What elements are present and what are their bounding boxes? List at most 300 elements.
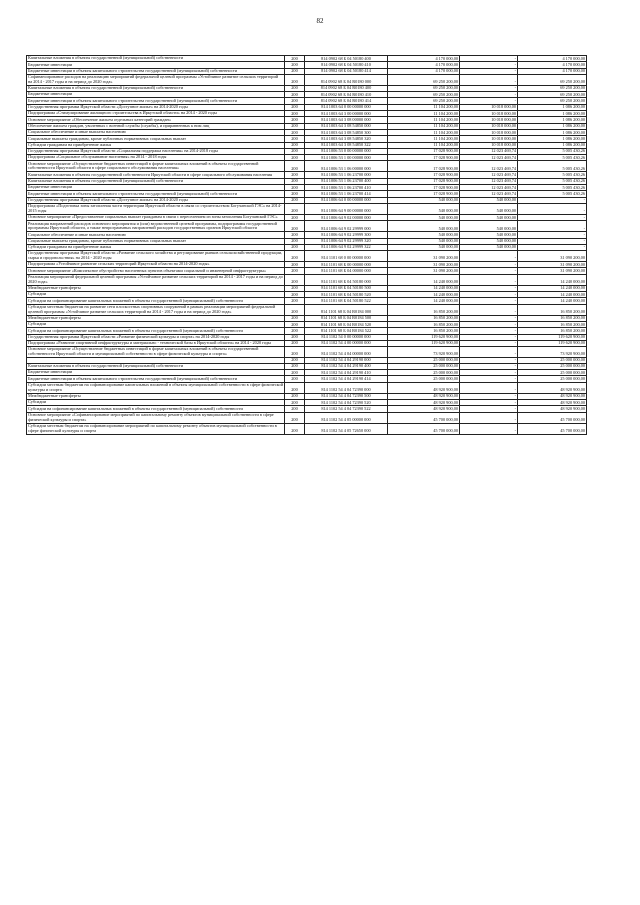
row-approved-cell: 11 104 200,00 — [388, 129, 460, 135]
row-unexecuted-cell: - — [518, 221, 587, 232]
row-unexecuted-cell: 25 000 000,00 — [518, 376, 587, 382]
row-budget-code-cell: 814 1102 54 4 04 29190 410 — [305, 370, 388, 376]
row-executed-cell: - — [460, 347, 518, 358]
row-admin-code-cell: 200 — [285, 340, 305, 346]
row-approved-cell: 11 104 200,00 — [388, 111, 460, 117]
row-budget-code-cell: 814 1101 68 Б 00 00000 000 — [305, 262, 388, 268]
row-name-cell: Подпрограмма «Социальное обслуживание населения» на 2014 - 2018 годы — [27, 155, 285, 161]
row-name-cell: Капитальные вложения в объекты государственной (муниципальной) собственности — [27, 85, 285, 91]
row-budget-code-cell: 814 0902 68 Б 04 R0180 414 — [305, 98, 388, 104]
row-executed-cell: - — [460, 412, 518, 423]
row-executed-cell: - — [460, 393, 518, 399]
row-name-cell: Социальное обеспечение и иные выплаты населению — [27, 129, 285, 135]
row-name-cell: Субсидии — [27, 321, 285, 327]
row-unexecuted-cell: 1 086 200,00 — [518, 117, 587, 123]
row-budget-code-cell: 814 1003 64 3 08 54850 300 — [305, 129, 388, 135]
row-executed-cell: 12 023 469,74 — [460, 148, 518, 154]
row-unexecuted-cell: 1 086 200,00 — [518, 111, 587, 117]
row-executed-cell: 12 023 469,74 — [460, 161, 518, 172]
row-executed-cell: - — [460, 285, 518, 291]
row-executed-cell: 12 023 469,74 — [460, 191, 518, 197]
row-name-cell: Межбюджетные трансферты — [27, 393, 285, 399]
row-unexecuted-cell: 4 170 000,00 — [518, 62, 587, 68]
row-executed-cell: 540 000,00 — [460, 244, 518, 250]
row-executed-cell: 12 023 469,74 — [460, 185, 518, 191]
row-name-cell: Субсидии на софинансирование капитальных вложений в объекты государственной (муниципальной) собственности — [27, 328, 285, 334]
row-name-cell: Реализация направлений расходов основного мероприятия и (или) ведомственной целевой программы, подпрограммы государственной программы Иркутской области, а также непрограммных направлений расходов государственных органов Иркутской области — [27, 221, 285, 232]
row-budget-code-cell: 814 1006 53 1 06 23700 410 — [305, 185, 388, 191]
row-approved-cell: 48 920 900,00 — [388, 393, 460, 399]
row-unexecuted-cell: 48 920 900,00 — [518, 393, 587, 399]
row-approved-cell: 540 000,00 — [388, 238, 460, 244]
row-executed-cell: 12 023 469,74 — [460, 155, 518, 161]
row-budget-code-cell: 814 0902 68 Б 04 R0180 400 — [305, 85, 388, 91]
row-admin-code-cell: 200 — [285, 111, 305, 117]
row-approved-cell: 48 920 900,00 — [388, 399, 460, 405]
row-approved-cell: 17 028 900,00 — [388, 178, 460, 184]
row-executed-cell: - — [460, 298, 518, 304]
row-executed-cell: 10 018 000,00 — [460, 123, 518, 129]
row-name-cell: Основное мероприятие «Обеспечение жильем отдельных категорий граждан» — [27, 117, 285, 123]
row-executed-cell: - — [460, 363, 518, 369]
row-unexecuted-cell: 69 250 200,00 — [518, 98, 587, 104]
row-name-cell: Субсидии местным бюджетам на софинансирование мероприятий по капитальному ремонту объектов муниципальной собственности в сфере физической культуры и спорта — [27, 423, 285, 434]
row-executed-cell: - — [460, 251, 518, 262]
row-approved-cell: 69 250 200,00 — [388, 92, 460, 98]
row-name-cell: Государственная программа Иркутской области «Доступное жилье» на 2014-2020 годы — [27, 197, 285, 203]
row-approved-cell: 45 700 000,00 — [388, 423, 460, 434]
row-budget-code-cell: 814 0902 68 Б 04 50180 400 — [305, 56, 388, 62]
row-unexecuted-cell: 69 250 200,00 — [518, 85, 587, 91]
table-row — [27, 161, 587, 172]
row-approved-cell: 4 170 000,00 — [388, 62, 460, 68]
row-unexecuted-cell: - — [518, 232, 587, 238]
row-budget-code-cell: 814 1003 64 3 00 00000 000 — [305, 111, 388, 117]
row-unexecuted-cell: 4 170 000,00 — [518, 56, 587, 62]
row-admin-code-cell: 200 — [285, 406, 305, 412]
row-unexecuted-cell: - — [518, 197, 587, 203]
row-unexecuted-cell: 119 620 900,00 — [518, 340, 587, 346]
row-budget-code-cell: 814 1006 64 9 00 00000 000 — [305, 203, 388, 214]
row-admin-code-cell: 200 — [285, 292, 305, 298]
row-admin-code-cell: 200 — [285, 161, 305, 172]
row-budget-code-cell: 814 1102 54 4 00 00000 000 — [305, 340, 388, 346]
row-unexecuted-cell: 4 170 000,00 — [518, 68, 587, 74]
row-unexecuted-cell: 1 086 200,00 — [518, 123, 587, 129]
row-executed-cell: - — [460, 304, 518, 315]
row-unexecuted-cell: 31 090 200,00 — [518, 262, 587, 268]
row-name-cell: Капитальные вложения в объекты государственной собственности Иркутской области в сфере социального обслуживания населения — [27, 172, 285, 178]
row-name-cell: Бюджетные инвестиции — [27, 62, 285, 68]
row-admin-code-cell: 200 — [285, 104, 305, 110]
row-executed-cell: - — [460, 376, 518, 382]
row-approved-cell: 14 240 000,00 — [388, 285, 460, 291]
row-budget-code-cell: 814 1102 54 4 04 72390 000 — [305, 382, 388, 393]
row-budget-code-cell: 814 1101 68 Б 04 50180 520 — [305, 292, 388, 298]
row-budget-code-cell: 814 1006 64 9 02 00000 000 — [305, 214, 388, 220]
row-budget-code-cell: 814 1101 68 Б 04 R0184 000 — [305, 304, 388, 315]
row-budget-code-cell: 814 1003 64 3 08 54850 000 — [305, 123, 388, 129]
row-budget-code-cell: 814 0902 68 Б 04 50180 410 — [305, 62, 388, 68]
row-executed-cell: - — [460, 406, 518, 412]
row-budget-code-cell: 814 1102 54 4 04 29190 000 — [305, 358, 388, 364]
row-name-cell: Межбюджетные трансферты — [27, 315, 285, 321]
row-name-cell: Бюджетные инвестиции в объекты капитального строительства государственной (муниципальной) собственности — [27, 98, 285, 104]
row-unexecuted-cell: 16 850 200,00 — [518, 315, 587, 321]
row-admin-code-cell: 200 — [285, 382, 305, 393]
row-name-cell: Социальные выплаты гражданам, кроме публичных нормативных социальных выплат — [27, 136, 285, 142]
row-approved-cell: 17 028 900,00 — [388, 148, 460, 154]
table-row — [27, 221, 587, 232]
row-unexecuted-cell: 16 850 200,00 — [518, 304, 587, 315]
row-unexecuted-cell: - — [518, 244, 587, 250]
row-admin-code-cell: 200 — [285, 268, 305, 274]
row-executed-cell: - — [460, 423, 518, 434]
row-approved-cell: 11 104 200,00 — [388, 142, 460, 148]
row-executed-cell: - — [460, 334, 518, 340]
row-admin-code-cell: 200 — [285, 172, 305, 178]
row-approved-cell: 69 250 200,00 — [388, 98, 460, 104]
row-admin-code-cell: 200 — [285, 315, 305, 321]
row-approved-cell: 73 920 900,00 — [388, 347, 460, 358]
row-budget-code-cell: 814 1102 54 4 04 00000 000 — [305, 347, 388, 358]
row-approved-cell: 14 240 000,00 — [388, 274, 460, 285]
row-unexecuted-cell: 14 240 000,00 — [518, 298, 587, 304]
row-budget-code-cell: 814 1102 54 4 04 72390 500 — [305, 393, 388, 399]
row-unexecuted-cell: 25 000 000,00 — [518, 370, 587, 376]
row-name-cell: Капитальные вложения в объекты государственной (муниципальной) собственности — [27, 363, 285, 369]
row-approved-cell: 31 090 200,00 — [388, 268, 460, 274]
row-admin-code-cell: 200 — [285, 191, 305, 197]
row-approved-cell: 48 920 900,00 — [388, 406, 460, 412]
row-admin-code-cell: 200 — [285, 304, 305, 315]
row-executed-cell: - — [460, 340, 518, 346]
row-budget-code-cell: 814 1006 64 9 02 29999 320 — [305, 238, 388, 244]
row-approved-cell: 540 000,00 — [388, 221, 460, 232]
row-unexecuted-cell: - — [518, 203, 587, 214]
row-name-cell: Основное мероприятие «Предоставление социальных выплат гражданам в связи с переселением из зоны затопления Богучанской ГЭС» — [27, 214, 285, 220]
row-admin-code-cell: 200 — [285, 68, 305, 74]
row-executed-cell: 10 018 000,00 — [460, 129, 518, 135]
row-name-cell: Государственная программа Иркутской области «Социальная поддержка населения» на 2014-2018 годы — [27, 148, 285, 154]
row-name-cell: Обеспечение жильем граждан, уволенных с военной службы (службы), и приравненных к ним лиц — [27, 123, 285, 129]
row-executed-cell: 10 018 000,00 — [460, 136, 518, 142]
row-budget-code-cell: 814 1101 68 Б 04 R0184 522 — [305, 328, 388, 334]
row-approved-cell: 540 000,00 — [388, 232, 460, 238]
row-approved-cell: 11 104 200,00 — [388, 117, 460, 123]
row-budget-code-cell: 814 1102 54 4 04 72390 522 — [305, 406, 388, 412]
row-approved-cell: 25 000 000,00 — [388, 370, 460, 376]
row-admin-code-cell: 200 — [285, 298, 305, 304]
row-budget-code-cell: 814 1003 64 3 08 54850 320 — [305, 136, 388, 142]
row-unexecuted-cell: 5 005 430,26 — [518, 185, 587, 191]
row-approved-cell: 119 620 900,00 — [388, 334, 460, 340]
row-admin-code-cell: 200 — [285, 423, 305, 434]
row-unexecuted-cell: 5 005 430,26 — [518, 148, 587, 154]
row-budget-code-cell: 814 1102 54 0 00 00000 000 — [305, 334, 388, 340]
row-admin-code-cell: 200 — [285, 334, 305, 340]
row-unexecuted-cell: - — [518, 238, 587, 244]
row-admin-code-cell: 200 — [285, 412, 305, 423]
row-unexecuted-cell: 119 620 900,00 — [518, 334, 587, 340]
row-approved-cell: 69 250 200,00 — [388, 85, 460, 91]
row-executed-cell: 540 000,00 — [460, 203, 518, 214]
row-unexecuted-cell: 16 850 200,00 — [518, 321, 587, 327]
row-unexecuted-cell: 48 920 900,00 — [518, 399, 587, 405]
row-admin-code-cell: 200 — [285, 136, 305, 142]
table-row — [27, 347, 587, 358]
row-approved-cell: 17 028 900,00 — [388, 191, 460, 197]
row-name-cell: Межбюджетные трансферты — [27, 285, 285, 291]
row-admin-code-cell: 200 — [285, 56, 305, 62]
row-unexecuted-cell: 69 250 200,00 — [518, 92, 587, 98]
row-name-cell: Бюджетные инвестиции — [27, 92, 285, 98]
row-budget-code-cell: 814 1101 68 0 00 00000 000 — [305, 251, 388, 262]
row-unexecuted-cell: 14 240 000,00 — [518, 274, 587, 285]
row-approved-cell: 31 090 200,00 — [388, 251, 460, 262]
row-approved-cell: 25 000 000,00 — [388, 358, 460, 364]
row-executed-cell: - — [460, 68, 518, 74]
row-approved-cell: 25 000 000,00 — [388, 363, 460, 369]
row-name-cell: Бюджетные инвестиции в объекты капитального строительства государственной (муниципальной) собственности — [27, 191, 285, 197]
row-name-cell: Софинансирование расходов на реализацию мероприятий федеральной целевой программы «Устойчивое развитие сельских территорий на 2014 - 2017 годы и на период до 2020 года» — [27, 74, 285, 85]
row-name-cell: Бюджетные инвестиции — [27, 185, 285, 191]
row-name-cell: Субсидии местным бюджетам на софинансирование капитальных вложений в объекты муниципальной собственности в сфере физической культуры и спорта — [28, 382, 283, 392]
row-name-cell: Субсидии гражданам на приобретение жилья — [27, 244, 285, 250]
row-budget-code-cell: 814 1006 64 9 02 29999 322 — [305, 244, 388, 250]
row-budget-code-cell: 814 1101 68 Б 04 R0184 500 — [305, 315, 388, 321]
row-executed-cell: 10 018 000,00 — [460, 104, 518, 110]
row-admin-code-cell: 200 — [285, 155, 305, 161]
row-budget-code-cell: 814 1006 53 1 06 23700 000 — [305, 172, 388, 178]
row-admin-code-cell: 200 — [285, 370, 305, 376]
row-admin-code-cell: 200 — [285, 347, 305, 358]
row-admin-code-cell: 200 — [285, 197, 305, 203]
row-budget-code-cell: 814 1006 53 1 06 23700 400 — [305, 178, 388, 184]
row-budget-code-cell: 814 1006 64 9 02 29999 000 — [305, 221, 388, 232]
row-budget-code-cell: 814 1003 64 3 08 00000 000 — [305, 117, 388, 123]
row-admin-code-cell: 200 — [285, 117, 305, 123]
row-budget-code-cell: 814 1006 53 1 00 00000 000 — [305, 155, 388, 161]
table-row — [27, 382, 587, 393]
row-name-cell: Подпрограмма «Стимулирование жилищного строительства в Иркутской области» на 2014 - 2020 годы — [27, 111, 285, 117]
row-executed-cell: - — [460, 262, 518, 268]
row-budget-code-cell: 814 1102 54 4 04 29190 414 — [305, 376, 388, 382]
row-approved-cell: 31 090 200,00 — [388, 262, 460, 268]
row-budget-code-cell: 814 1101 68 Б 04 50180 522 — [305, 298, 388, 304]
row-name-cell: Социальные выплаты гражданам, кроме публичных нормативных социальных выплат — [27, 238, 285, 244]
row-approved-cell: 14 240 000,00 — [388, 292, 460, 298]
row-unexecuted-cell: 45 700 000,00 — [518, 423, 587, 434]
budget-execution-table — [26, 55, 587, 435]
row-name-cell: Основное мероприятие «Осуществление бюджетных инвестиций в форме капитальных вложений в объекты государственной собственности Иркутской области в сфере социального обслуживания населения» — [27, 161, 285, 172]
table-row — [27, 251, 587, 262]
row-budget-code-cell: 814 1006 64 0 00 00000 000 — [305, 197, 388, 203]
row-name-cell: Подпрограмма «Устойчивое развитие сельских территорий Иркутской области на 2014-2020 годы» — [27, 262, 285, 268]
row-name-cell: Реализация мероприятий федеральной целевой программы «Устойчивое развитие сельских территорий на 2014 - 2017 годы и на период до 2020 года» — [28, 274, 283, 284]
row-executed-cell: - — [460, 62, 518, 68]
row-admin-code-cell: 200 — [285, 203, 305, 214]
row-name-cell: Основное мероприятие «Осуществление бюджетных инвестиций в форме капитальных вложений в объекты государственной собственности Иркутской области и муниципальной собственности в сфере физической культуры и спорта» — [27, 347, 285, 358]
row-admin-code-cell: 200 — [285, 129, 305, 135]
row-name-cell: Подпрограмма «Развитие спортивной инфраструктуры и материально - технической базы в Иркутской области» на 2014 - 2020 годы — [27, 340, 285, 346]
row-admin-code-cell: 200 — [285, 251, 305, 262]
row-admin-code-cell: 200 — [285, 74, 305, 85]
row-executed-cell: - — [460, 98, 518, 104]
row-executed-cell: 12 023 469,74 — [460, 178, 518, 184]
row-executed-cell: 12 023 469,74 — [460, 172, 518, 178]
row-name-cell: Субсидии — [27, 399, 285, 405]
row-budget-code-cell: 814 1003 64 0 00 00000 000 — [305, 104, 388, 110]
row-approved-cell: 119 620 900,00 — [388, 340, 460, 346]
row-budget-code-cell: 814 0902 68 Б 04 50180 414 — [305, 68, 388, 74]
row-executed-cell: - — [460, 85, 518, 91]
row-admin-code-cell: 200 — [285, 123, 305, 129]
row-approved-cell: 540 000,00 — [388, 214, 460, 220]
row-executed-cell: - — [460, 382, 518, 393]
row-name-cell: Капитальные вложения в объекты государственной (муниципальной) собственности — [27, 178, 285, 184]
row-admin-code-cell: 200 — [285, 85, 305, 91]
row-executed-cell: - — [460, 370, 518, 376]
row-unexecuted-cell: 69 250 200,00 — [518, 74, 587, 85]
row-approved-cell: 540 000,00 — [388, 197, 460, 203]
row-unexecuted-cell: 48 920 900,00 — [518, 406, 587, 412]
row-executed-cell: 540 000,00 — [460, 232, 518, 238]
row-name-cell: Подпрограмма «Подготовка зоны затопления части территории Иркутской области в связи со строительством Богучанской ГЭС» на 2014-2015 годы — [27, 203, 285, 214]
row-admin-code-cell: 200 — [285, 92, 305, 98]
row-executed-cell: 10 018 000,00 — [460, 111, 518, 117]
row-approved-cell: 25 000 000,00 — [388, 376, 460, 382]
row-name-cell: Государственная программа Иркутской области «Развитие физической культуры и спорта» на 2014-2020 годы — [27, 334, 285, 340]
row-budget-code-cell: 814 1006 64 9 02 29999 300 — [305, 232, 388, 238]
row-budget-code-cell: 814 1102 54 4 05 00000 000 — [305, 412, 388, 423]
row-unexecuted-cell: 73 920 900,00 — [518, 347, 587, 358]
row-name-cell: Капитальные вложения в объекты государственной (муниципальной) собственности — [27, 56, 285, 62]
row-admin-code-cell: 200 — [285, 399, 305, 405]
row-name-cell: Социальное обеспечение и иные выплаты населению — [27, 232, 285, 238]
row-name-cell: Субсидии местным бюджетам на развитие сети плоскостных спортивных сооружений в рамках реализации мероприятий федеральной целевой программы «Устойчивое развитие сельских территорий на 2014 - 2017 годы и на период до 2020 года» — [27, 304, 285, 315]
row-approved-cell: 11 104 200,00 — [388, 136, 460, 142]
table-row — [27, 203, 587, 214]
row-unexecuted-cell: 14 240 000,00 — [518, 285, 587, 291]
table-row — [27, 423, 587, 434]
row-executed-cell: 10 018 000,00 — [460, 142, 518, 148]
row-executed-cell: 540 000,00 — [460, 214, 518, 220]
row-budget-code-cell: 814 1006 53 1 06 23700 414 — [305, 191, 388, 197]
table-row — [27, 304, 587, 315]
row-executed-cell: - — [460, 358, 518, 364]
row-name-cell: Государственная программа Иркутской области «Доступное жилье» на 2014-2020 годы — [27, 104, 285, 110]
row-executed-cell: - — [460, 92, 518, 98]
row-approved-cell: 540 000,00 — [388, 203, 460, 214]
row-executed-cell: - — [460, 328, 518, 334]
row-approved-cell: 4 170 000,00 — [388, 68, 460, 74]
row-admin-code-cell: 200 — [285, 244, 305, 250]
row-name-cell: Субсидии — [27, 292, 285, 298]
row-approved-cell: 4 170 000,00 — [388, 56, 460, 62]
row-unexecuted-cell: 5 005 430,26 — [518, 178, 587, 184]
row-unexecuted-cell: 5 005 430,26 — [518, 161, 587, 172]
row-executed-cell: - — [460, 268, 518, 274]
row-budget-code-cell: 814 1006 53 0 00 00000 000 — [305, 148, 388, 154]
row-approved-cell: 17 028 900,00 — [388, 185, 460, 191]
row-executed-cell: 540 000,00 — [460, 197, 518, 203]
row-approved-cell: 17 028 900,00 — [388, 172, 460, 178]
row-admin-code-cell: 200 — [285, 185, 305, 191]
row-approved-cell: 14 240 000,00 — [388, 298, 460, 304]
row-executed-cell: - — [460, 274, 518, 285]
row-unexecuted-cell: 25 000 000,00 — [518, 358, 587, 364]
table-row — [27, 274, 587, 285]
row-unexecuted-cell: 25 000 000,00 — [518, 363, 587, 369]
page-number: 82 — [316, 17, 324, 25]
row-admin-code-cell: 200 — [285, 274, 305, 285]
row-approved-cell: 16 850 200,00 — [388, 304, 460, 315]
row-admin-code-cell: 200 — [285, 238, 305, 244]
row-unexecuted-cell: 16 850 200,00 — [518, 328, 587, 334]
row-admin-code-cell: 200 — [285, 393, 305, 399]
row-approved-cell: 16 850 200,00 — [388, 328, 460, 334]
row-name-cell: Основное мероприятие «Комплексное обустройство населенных пунктов объектами социальной и инженерной инфраструктуры» — [27, 268, 285, 274]
row-unexecuted-cell: 5 005 430,26 — [518, 155, 587, 161]
row-admin-code-cell: 200 — [285, 142, 305, 148]
row-executed-cell: - — [460, 399, 518, 405]
row-executed-cell: 540 000,00 — [460, 221, 518, 232]
row-admin-code-cell: 200 — [285, 232, 305, 238]
row-name-cell: Государственная программа Иркутской области «Развитие сельского хозяйства и регулирование рынков сельскохозяйственной продукции, сырья и продовольствия» на 2014 - 2020 годы — [27, 251, 285, 262]
row-budget-code-cell: 814 0902 68 Б 04 R0180 410 — [305, 92, 388, 98]
row-budget-code-cell: 814 1102 54 4 04 72390 520 — [305, 399, 388, 405]
row-budget-code-cell: 814 1101 68 Б 04 00000 000 — [305, 268, 388, 274]
row-executed-cell: - — [460, 292, 518, 298]
row-name-cell: Основное мероприятие «Софинансирование мероприятий по капитальному ремонту объектов муниципальной собственности в сфере физической культуры и спорта» — [27, 412, 285, 423]
row-name-cell: Субсидии на софинансирование капитальных вложений в объекты государственной (муниципальной) собственности — [27, 406, 285, 412]
row-unexecuted-cell: 5 005 430,26 — [518, 191, 587, 197]
row-name-cell: Субсидии гражданам на приобретение жилья — [27, 142, 285, 148]
row-approved-cell: 16 850 200,00 — [388, 321, 460, 327]
row-approved-cell: 17 028 900,00 — [388, 161, 460, 172]
row-admin-code-cell: 200 — [285, 363, 305, 369]
row-admin-code-cell: 200 — [285, 262, 305, 268]
row-name-cell: Бюджетные инвестиции в объекты капитального строительства государственной (муниципальной) собственности — [27, 68, 285, 74]
row-executed-cell: - — [460, 56, 518, 62]
row-approved-cell: 540 000,00 — [388, 244, 460, 250]
row-unexecuted-cell: 31 090 200,00 — [518, 251, 587, 262]
row-budget-code-cell: 814 1101 68 Б 04 50180 000 — [305, 274, 388, 285]
row-admin-code-cell: 200 — [285, 321, 305, 327]
row-unexecuted-cell: 45 700 000,00 — [518, 412, 587, 423]
row-admin-code-cell: 200 — [285, 62, 305, 68]
table-row — [27, 412, 587, 423]
row-unexecuted-cell: 1 086 200,00 — [518, 142, 587, 148]
row-unexecuted-cell: 48 920 900,00 — [518, 382, 587, 393]
row-admin-code-cell: 200 — [285, 376, 305, 382]
row-budget-code-cell: 814 0902 68 Б 04 R0180 000 — [305, 74, 388, 85]
row-budget-code-cell: 814 1003 64 3 08 54850 322 — [305, 142, 388, 148]
row-admin-code-cell: 200 — [285, 285, 305, 291]
row-unexecuted-cell: 1 086 200,00 — [518, 104, 587, 110]
row-admin-code-cell: 200 — [285, 214, 305, 220]
row-unexecuted-cell: 5 005 430,26 — [518, 172, 587, 178]
row-executed-cell: 540 000,00 — [460, 238, 518, 244]
row-executed-cell: - — [460, 315, 518, 321]
row-budget-code-cell: 814 1101 68 Б 04 50180 500 — [305, 285, 388, 291]
row-approved-cell: 69 250 200,00 — [388, 74, 460, 85]
table-row — [27, 74, 587, 85]
row-unexecuted-cell: 31 090 200,00 — [518, 268, 587, 274]
row-unexecuted-cell: 1 086 200,00 — [518, 129, 587, 135]
row-name-cell: Субсидии на софинансирование капитальных вложений в объекты государственной (муниципальной) собственности — [27, 298, 285, 304]
